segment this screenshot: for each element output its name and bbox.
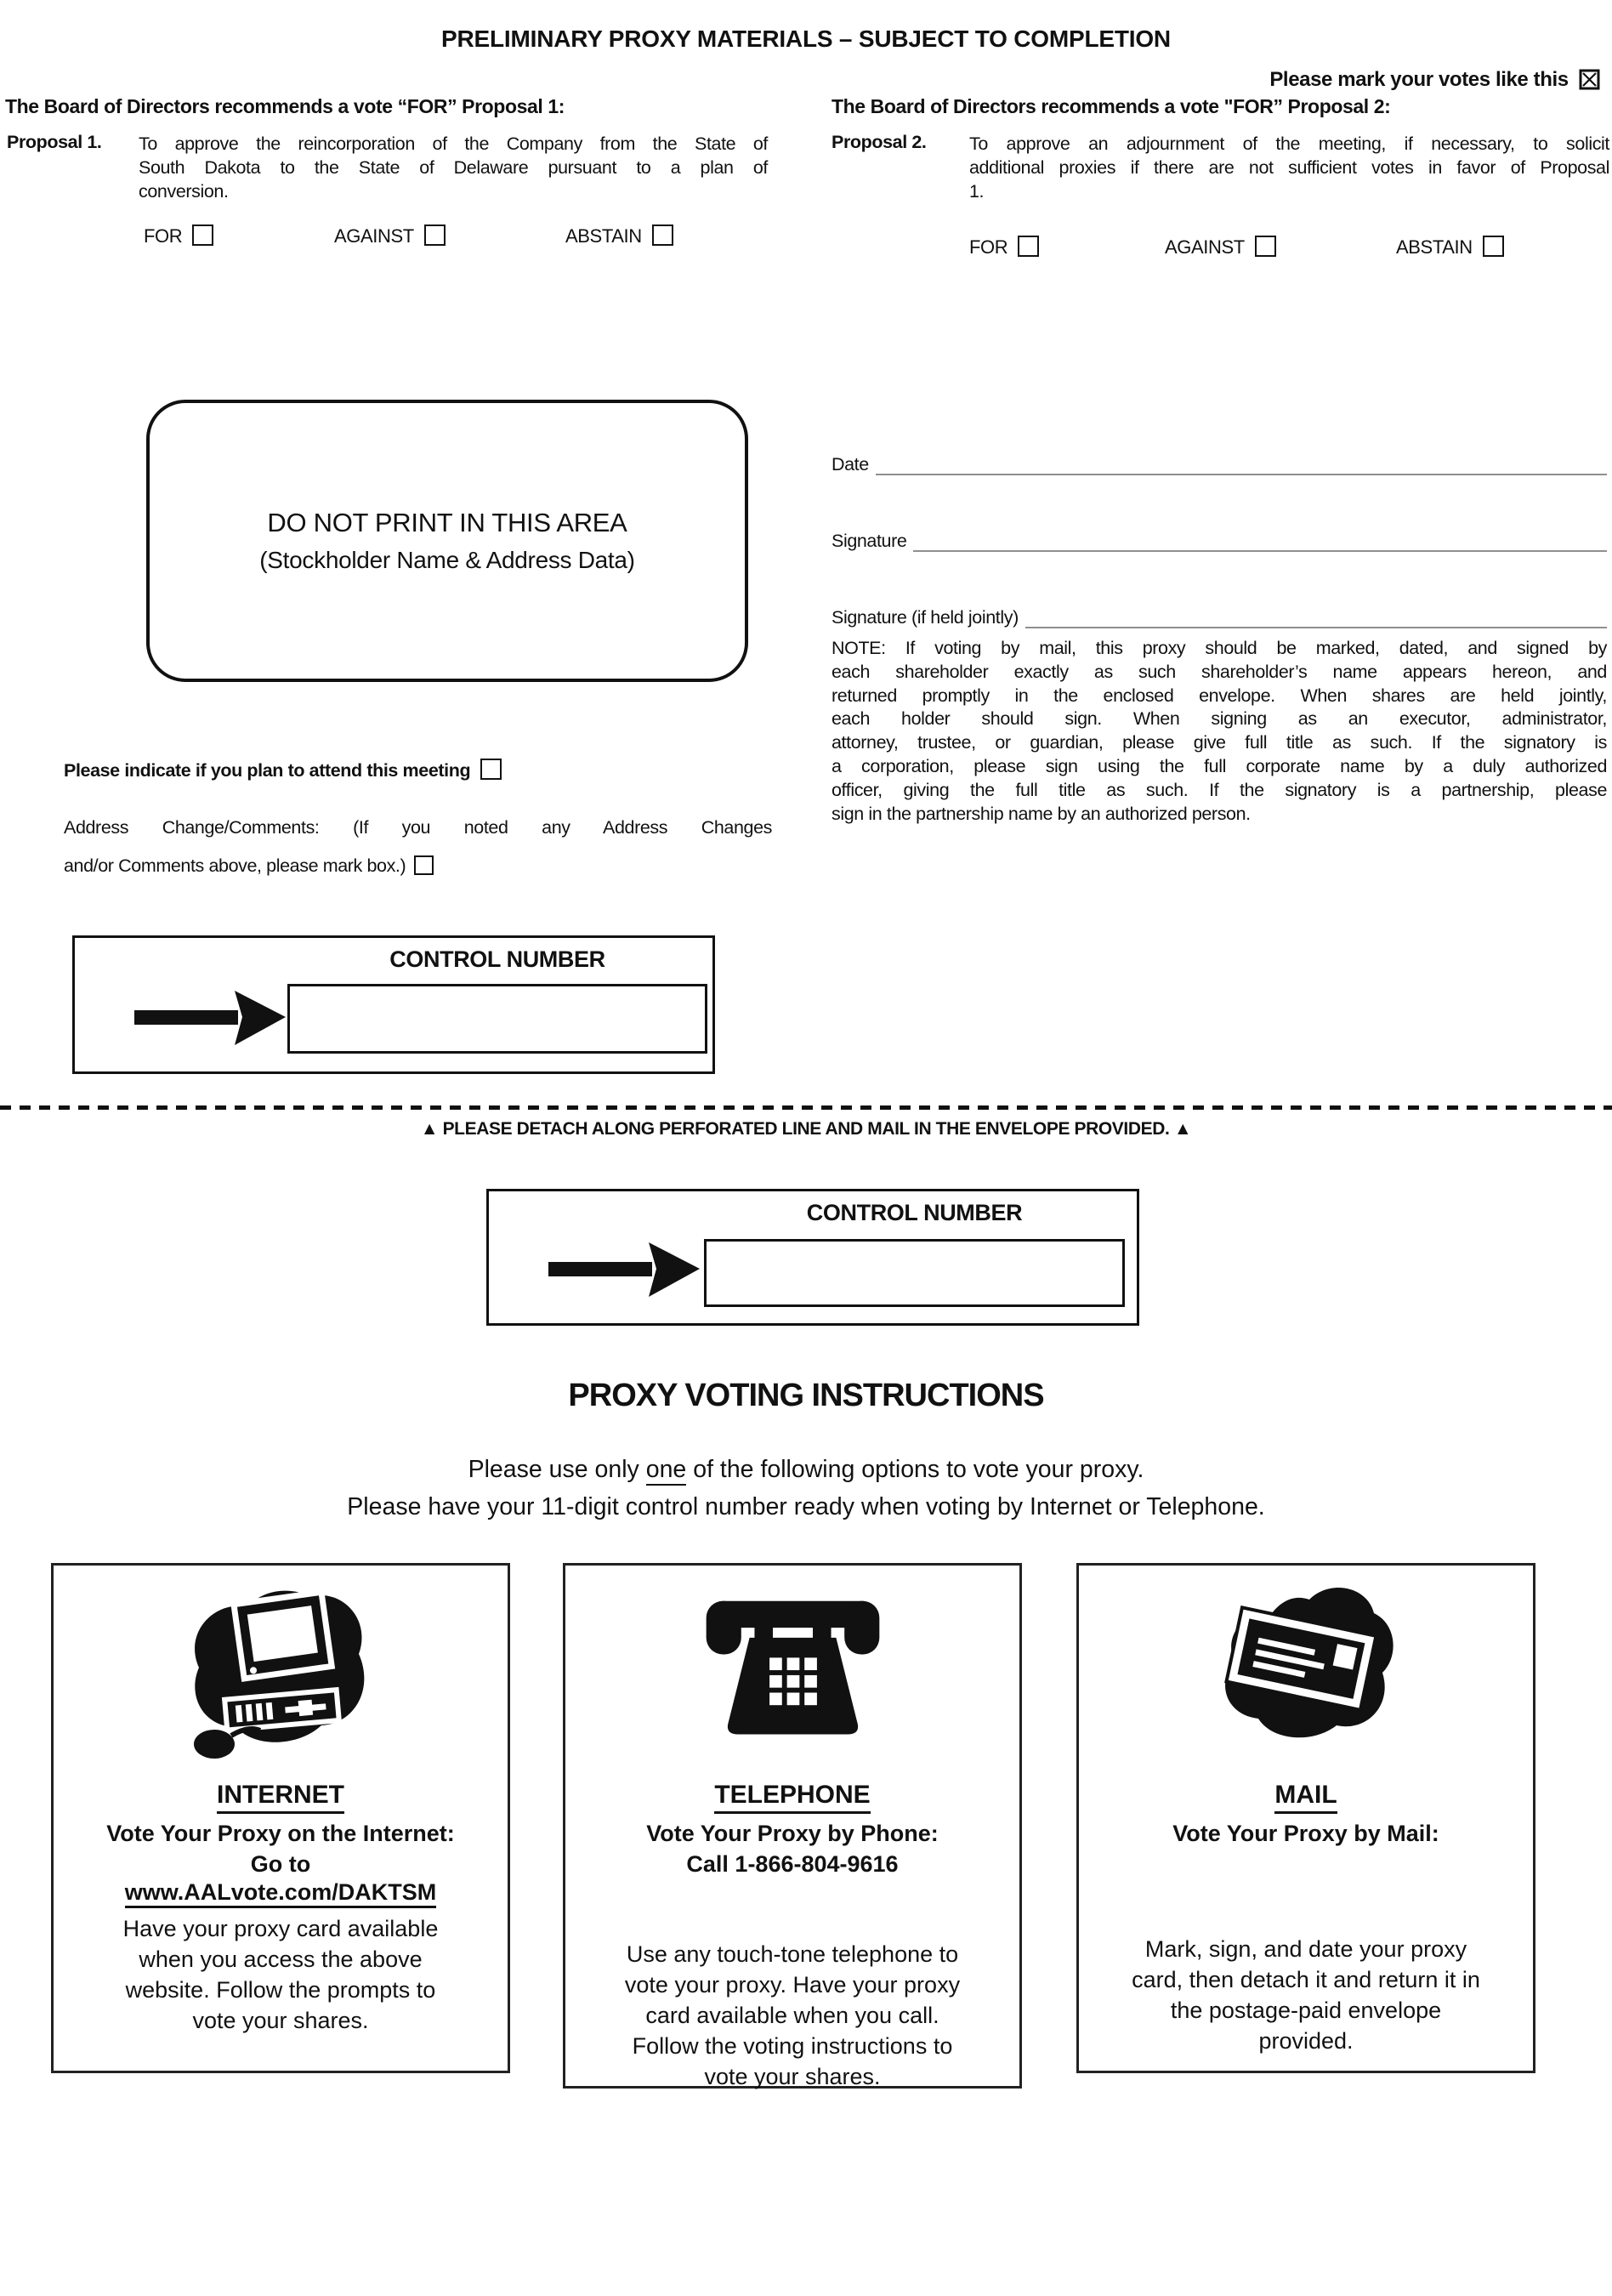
- mark-votes-text: Please mark your votes like this: [1269, 68, 1569, 91]
- computer-icon: [179, 1576, 383, 1770]
- note-paragraph: [832, 637, 1607, 826]
- detach-triangle-icon: ▲: [1173, 1119, 1192, 1139]
- mail-method-box: [1076, 1563, 1535, 2073]
- text-line: South Dakota to the State of Delaware pursuant to a plan of: [139, 157, 768, 178]
- mail-body: [1079, 1934, 1533, 2056]
- address-change-line2-row: [64, 855, 434, 877]
- internet-heading: INTERNET: [217, 1781, 344, 1814]
- mail-bold-line1: Vote Your Proxy by Mail:: [1172, 1821, 1439, 1846]
- proposal1-against-checkbox[interactable]: [424, 224, 446, 246]
- text-line: each holder should sign. When signing as an executor, administrator,: [832, 708, 1607, 730]
- date-fill-line[interactable]: [876, 470, 1607, 475]
- internet-method-box: [51, 1563, 510, 2073]
- telephone-bold-line1: Vote Your Proxy by Phone:: [646, 1821, 939, 1846]
- text-line: To approve the reincorporation of the Company from the State of: [139, 134, 768, 154]
- address-change-line2: and/or Comments above, please mark box.): [64, 855, 406, 876]
- mark-votes-note: [1269, 68, 1600, 92]
- signature-label: Signature: [832, 531, 907, 551]
- text-line: website. Follow the prompts to: [125, 1977, 436, 2003]
- proposal1-for-label: FOR: [144, 225, 183, 247]
- proposal2-abstain-checkbox[interactable]: [1483, 236, 1504, 257]
- banner-title: PRELIMINARY PROXY MATERIALS – SUBJECT TO COMPLETION: [441, 26, 1171, 52]
- text-line: vote your shares.: [192, 2008, 369, 2033]
- control-number-field-upper: [287, 984, 707, 1054]
- address-change-checkbox[interactable]: [414, 855, 434, 875]
- text-line: a corporation, please sign using the full corporate name by a duly authorized: [832, 755, 1607, 776]
- instructions-line1-pre: Please use only: [468, 1456, 646, 1483]
- control-number-box-upper: [72, 935, 715, 1074]
- do-not-print-line1: DO NOT PRINT IN THIS AREA: [267, 508, 627, 537]
- text-line: returned promptly in the enclosed envelope. When shares are held jointly,: [832, 685, 1607, 706]
- control-number-box-lower: [486, 1189, 1139, 1326]
- text-line: the postage-paid envelope: [1170, 1998, 1442, 2023]
- text-line: vote your shares.: [704, 2064, 881, 2089]
- telephone-icon: [693, 1576, 893, 1770]
- proposal2-against-label: AGAINST: [1165, 236, 1245, 258]
- text-line: attorney, trustee, or guardian, please give full title as such. If the signatory is: [832, 732, 1607, 753]
- detach-text: PLEASE DETACH ALONG PERFORATED LINE AND MAIL IN THE ENVELOPE PROVIDED.: [442, 1119, 1170, 1139]
- proposal2-recommendation: The Board of Directors recommends a vote "FOR” Proposal 2:: [832, 95, 1391, 117]
- proposal1-option-abstain: [565, 224, 673, 247]
- proposal2-text: [969, 132, 1609, 203]
- internet-vote-url[interactable]: www.AALvote.com/DAKTSM: [125, 1879, 437, 1908]
- proposal2-for-label: FOR: [969, 236, 1008, 258]
- joint-signature-row: [832, 607, 1607, 628]
- telephone-heading: TELEPHONE: [714, 1781, 870, 1814]
- joint-signature-fill-line[interactable]: [1025, 623, 1607, 628]
- telephone-body: [565, 1939, 1019, 2092]
- control-number-label-lower: CONTROL NUMBER: [806, 1200, 1023, 1225]
- text-line: Mark, sign, and date your proxy: [1144, 1936, 1467, 1962]
- telephone-method-box: [563, 1563, 1022, 2089]
- attend-meeting-checkbox[interactable]: [480, 759, 502, 780]
- proposal1-label: Proposal 1.: [7, 132, 102, 152]
- proposal1-abstain-checkbox[interactable]: [652, 224, 673, 246]
- signature-row: [832, 531, 1607, 552]
- proposal2-option-against: [1165, 236, 1276, 259]
- proposal1-for-checkbox[interactable]: [192, 224, 213, 246]
- control-number-field-lower: [704, 1239, 1125, 1307]
- arrow-right-icon: [134, 989, 286, 1047]
- proposal1-option-for: [144, 224, 213, 247]
- instructions-line1: [0, 1456, 1612, 1484]
- text-line: when you access the above: [139, 1946, 423, 1972]
- text-line: additional proxies if there are not sufficient votes in favor of Proposal: [969, 157, 1609, 178]
- text-line: NOTE: If voting by mail, this proxy should be marked, dated, and signed by: [832, 638, 1607, 658]
- mail-envelope-icon: [1204, 1576, 1408, 1770]
- text-line: 1.: [969, 181, 985, 202]
- text-line: provided.: [1258, 2028, 1354, 2054]
- proposal2-label: Proposal 2.: [832, 132, 927, 152]
- perforation-dashed-line: [0, 1105, 1612, 1110]
- arrow-right-icon: [548, 1241, 700, 1299]
- text-line: card, then detach it and return it in: [1132, 1967, 1480, 1992]
- detach-instruction: [0, 1119, 1612, 1139]
- proposal1-recommendation: The Board of Directors recommends a vote “FOR” Proposal 1:: [5, 95, 565, 117]
- text-line: vote your proxy. Have your proxy: [624, 1972, 961, 1998]
- joint-signature-label: Signature (if held jointly): [832, 607, 1019, 628]
- text-line: each shareholder exactly as such shareholder’s name appears hereon, and: [832, 661, 1607, 682]
- instructions-title: PROXY VOTING INSTRUCTIONS: [568, 1378, 1044, 1413]
- text-line: To approve an adjournment of the meeting, if necessary, to solicit: [969, 134, 1609, 154]
- detach-triangle-icon: ▲: [420, 1119, 439, 1139]
- proposal2-option-for: [969, 236, 1039, 259]
- proposal2-option-abstain: [1396, 236, 1504, 259]
- instructions-line1-one: one: [646, 1456, 687, 1486]
- text-line: Use any touch-tone telephone to: [626, 1941, 959, 1967]
- instructions-line2: Please have your 11-digit control number ready when voting by Internet or Telephone.: [347, 1493, 1265, 1520]
- proposal1-text: [139, 132, 768, 203]
- do-not-print-box: [146, 400, 748, 682]
- text-line: Follow the voting instructions to: [632, 2033, 953, 2059]
- text-line: sign in the partnership name by an authorized person.: [832, 803, 1251, 824]
- text-line: Have your proxy card available: [122, 1916, 439, 1941]
- mail-heading: MAIL: [1274, 1781, 1337, 1814]
- text-line: card available when you call.: [645, 2003, 939, 2028]
- address-change-line1: Address Change/Comments: (If you noted any Address Changes: [64, 817, 772, 838]
- attend-meeting-row: [64, 759, 502, 781]
- proposal1-against-label: AGAINST: [334, 225, 414, 247]
- instructions-line1-post: of the following options to vote your proxy.: [686, 1456, 1144, 1483]
- marked-checkbox-icon: [1579, 69, 1600, 90]
- proposal2-abstain-label: ABSTAIN: [1396, 236, 1473, 258]
- text-line: conversion.: [139, 181, 229, 202]
- date-row: [832, 454, 1607, 475]
- attend-meeting-label: Please indicate if you plan to attend this meeting: [64, 760, 471, 781]
- control-number-label-upper: CONTROL NUMBER: [389, 946, 605, 972]
- internet-body: [54, 1913, 508, 2036]
- date-label: Date: [832, 454, 869, 475]
- telephone-phone-number: Call 1-866-804-9616: [686, 1851, 899, 1877]
- internet-bold-line1: Vote Your Proxy on the Internet:: [106, 1821, 455, 1846]
- do-not-print-line2: (Stockholder Name & Address Data): [259, 547, 635, 573]
- proposal1-option-against: [334, 224, 446, 247]
- proposal2-against-checkbox[interactable]: [1255, 236, 1276, 257]
- internet-bold-line2: Go to: [250, 1851, 311, 1877]
- signature-fill-line[interactable]: [913, 547, 1607, 552]
- proposal1-abstain-label: ABSTAIN: [565, 225, 642, 247]
- proposal2-for-checkbox[interactable]: [1018, 236, 1039, 257]
- text-line: officer, giving the full title as such. If the signatory is a partnership, please: [832, 779, 1607, 800]
